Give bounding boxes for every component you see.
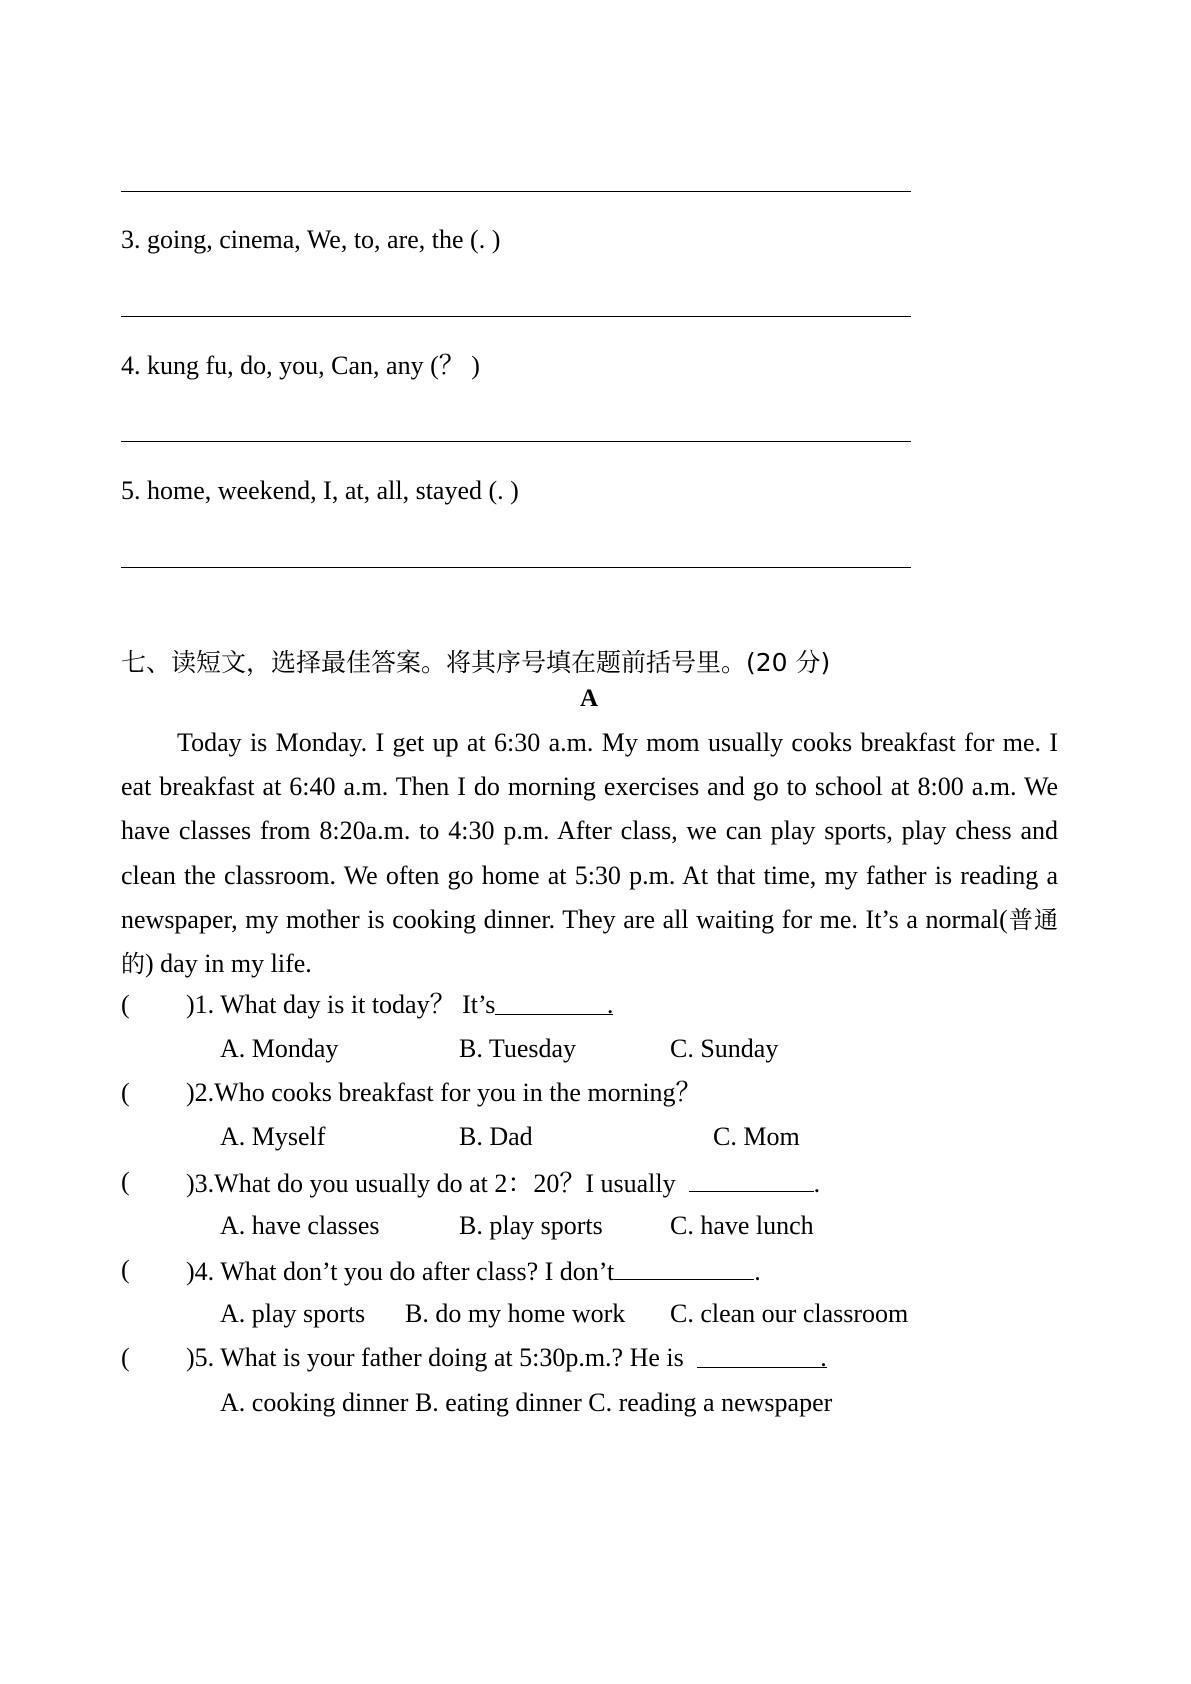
answer-paren-open[interactable]: ( (121, 1343, 130, 1372)
question-item-4: 4. kung fu, do, you, Can, any (？ ) (121, 351, 480, 380)
answer-paren-open[interactable]: ( (121, 1167, 130, 1196)
passage-text: Today is Monday. I get up at 6:30 a.m. My mom usually cooks breakfast for me. I eat breakfast at 6:40 a.m. Then I do morning exercises and go to school at 8:00 a.m. We have classes from 8:20a.m. to 4:30 p.m. After class, we can play sports, play chess and clean the classroom. We often go home at 5:30 p.m. At that time, my father is reading a newspaper, my mother is cooking dinner. They are all waiting for me. It’s a normal( (121, 728, 1058, 934)
option-a: A. play sports (220, 1299, 366, 1328)
answer-blank[interactable]: . (495, 990, 613, 1015)
answer-paren-open[interactable]: ( (121, 1255, 130, 1284)
option-b: B. play sports (459, 1211, 603, 1240)
answer-paren-close: ) (186, 1257, 195, 1286)
answer-paren-open[interactable]: ( (121, 990, 130, 1019)
answer-paren-close: ) (186, 1078, 195, 1107)
option-c: C. Mom (713, 1122, 800, 1151)
option-a: A. have classes (220, 1211, 380, 1240)
options: A. cooking dinner B. eating dinner C. reading a newspaper (220, 1388, 833, 1417)
reading-passage (121, 721, 1058, 986)
answer-paren-close: ) (186, 1343, 195, 1372)
answer-paren-open[interactable]: ( (121, 1078, 130, 1107)
answer-line[interactable] (121, 567, 911, 568)
answer-line[interactable] (121, 191, 911, 192)
answer-paren-close: ) (186, 1169, 195, 1198)
question-5 (186, 1343, 827, 1373)
answer-paren-close: ) (186, 990, 195, 1019)
answer-blank[interactable] (614, 1255, 754, 1280)
option-c: C. have lunch (670, 1211, 814, 1240)
question-item-5: 5. home, weekend, I, at, all, stayed (. ) (121, 476, 519, 505)
option-b: B. Tuesday (459, 1034, 577, 1063)
question-3: )3.What do you usually do at 2：20？I usually . (186, 1169, 821, 1198)
question-item-3: 3. going, cinema, We, to, are, the (. ) (121, 225, 501, 254)
question-text: 4. What don’t you do after class? I don’t (194, 1257, 615, 1286)
answer-blank[interactable] (689, 1167, 814, 1192)
question-text: 1. What day is it today？ It’s (194, 990, 496, 1019)
passage-text-end: ) day in my life. (145, 949, 312, 979)
question-text: 2.Who cooks breakfast for you in the morning？ (194, 1078, 702, 1107)
option-b: B. Dad (459, 1122, 533, 1151)
passage-gloss: 普通的 (121, 905, 1059, 979)
section-heading: 七、读短文，选择最佳答案。将其序号填在题前括号里。(20 分) (121, 648, 831, 677)
option-c: C. clean our classroom (670, 1299, 909, 1328)
option-b: B. do my home work (405, 1299, 626, 1328)
option-c: C. Sunday (670, 1034, 779, 1063)
question-text: 3.What do you usually do at 2：20？I usually (194, 1169, 676, 1198)
question-text: 5. What is your father doing at 5:30p.m.? He is (194, 1343, 684, 1372)
option-a: A. Myself (220, 1122, 326, 1151)
passage-label: A (580, 685, 599, 712)
answer-blank[interactable]: . (697, 1343, 827, 1368)
answer-line[interactable] (121, 316, 911, 317)
option-a: A. Monday (220, 1034, 339, 1063)
question-2 (186, 1078, 702, 1108)
answer-line[interactable] (121, 441, 911, 442)
question-1 (186, 990, 613, 1020)
question-4: )4. What don’t you do after class? I don’t . (186, 1257, 761, 1286)
